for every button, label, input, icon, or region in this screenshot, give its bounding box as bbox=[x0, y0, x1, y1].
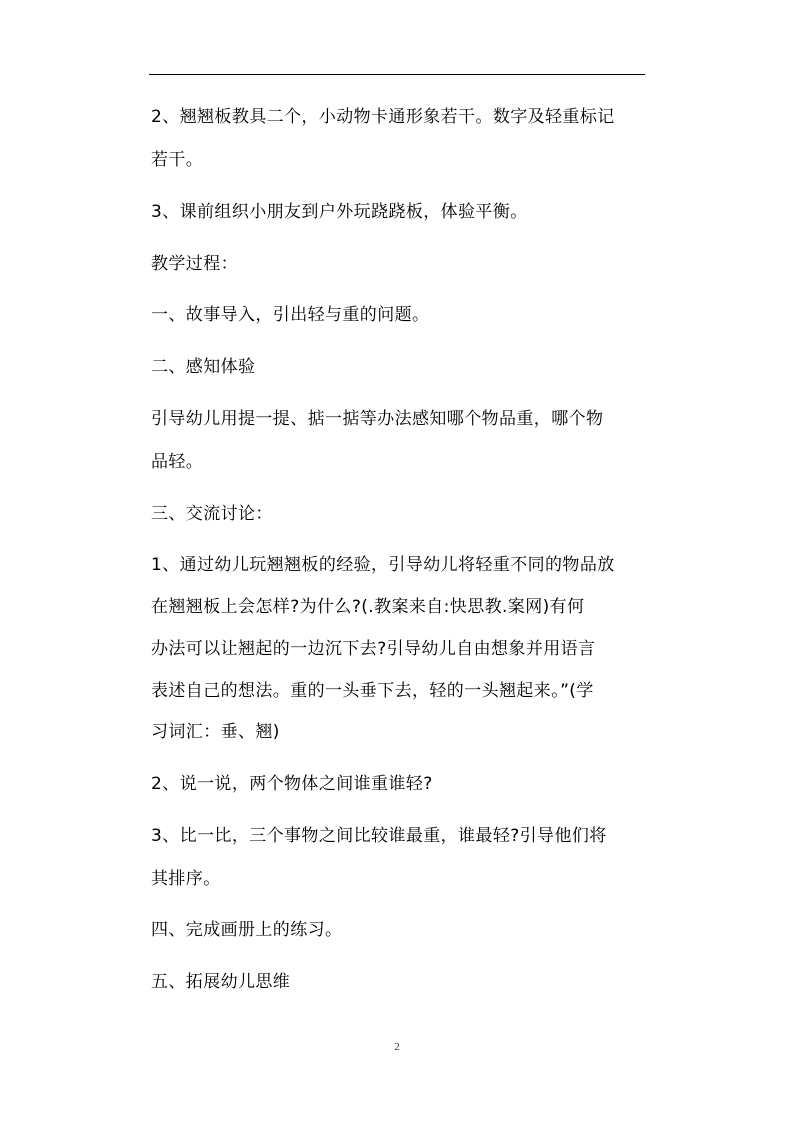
text-line: 若干。 bbox=[151, 150, 204, 170]
text-line: 办法可以让翘起的一边沉下去?引导幼儿自由想象并用语言 bbox=[151, 639, 596, 659]
text-line: 在翘翘板上会怎样?为什么?(.教案来自:快思教.案网)有何 bbox=[151, 597, 585, 617]
text-line: 3、课前组织小朋友到户外玩跷跷板，体验平衡。 bbox=[151, 202, 528, 222]
text-line: 二、感知体验 bbox=[151, 357, 256, 377]
text-line: 四、完成画册上的练习。 bbox=[151, 920, 343, 940]
text-line: 五、拓展幼儿思维 bbox=[151, 972, 291, 992]
text-line: 3、比一比，三个事物之间比较谁最重，谁最轻?引导他们将 bbox=[151, 826, 607, 846]
text-line: 表述自己的想法。重的一头垂下去，轻的一头翘起来。”(学 bbox=[151, 681, 594, 701]
text-line: 一、故事导入，引出轻与重的问题。 bbox=[151, 305, 430, 325]
text-line: 习词汇：垂、翘) bbox=[151, 722, 280, 742]
text-line: 引导幼儿用提一提、掂一掂等办法感知哪个物品重，哪个物 bbox=[151, 409, 604, 429]
page-number: 2 bbox=[394, 1041, 400, 1053]
text-line: 2、说一说，两个物体之间谁重谁轻? bbox=[151, 774, 433, 794]
text-line: 品轻。 bbox=[151, 452, 204, 472]
text-line: 教学过程： bbox=[151, 254, 238, 274]
text-line: 2、翘翘板教具二个，小动物卡通形象若干。数字及轻重标记 bbox=[151, 107, 615, 127]
text-line: 其排序。 bbox=[151, 869, 221, 889]
header-rule bbox=[149, 74, 645, 75]
text-line: 1、通过幼儿玩翘翘板的经验，引导幼儿将轻重不同的物品放 bbox=[151, 555, 615, 575]
text-line: 三、交流讨论： bbox=[151, 504, 273, 524]
